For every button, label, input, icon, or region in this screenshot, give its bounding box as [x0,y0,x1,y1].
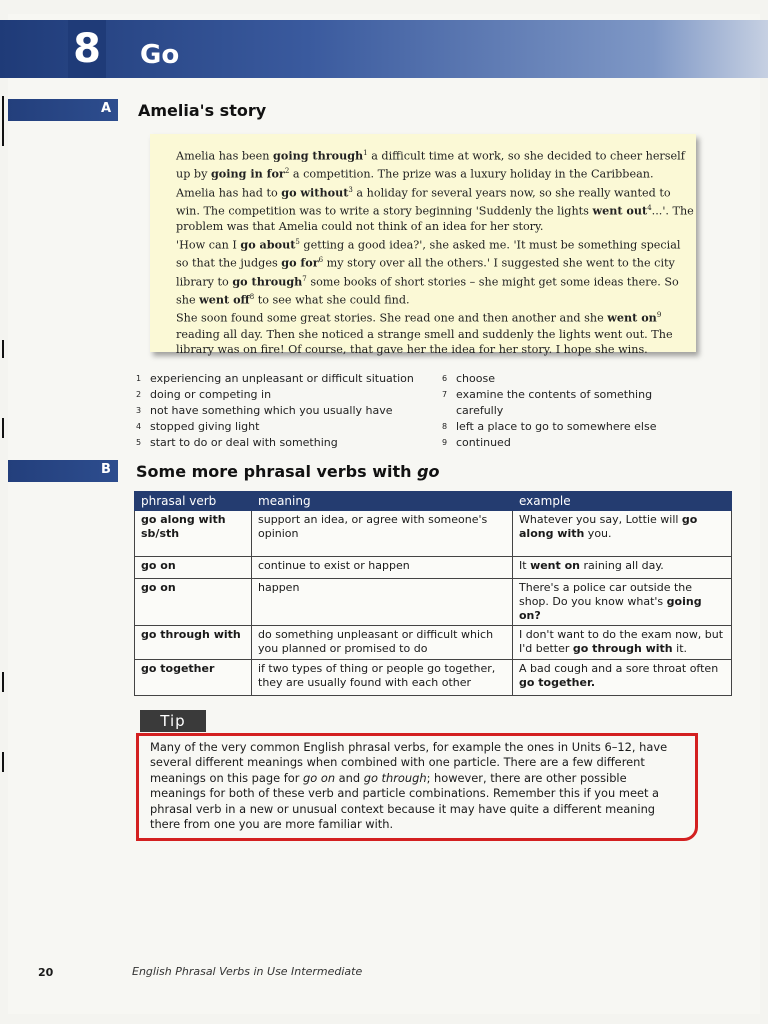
header-meaning: meaning [252,492,513,511]
phrasal-verb-highlight: go through [232,274,303,289]
phrasal-verb-highlight: going through [273,148,364,163]
margin-mark [2,672,4,692]
table-row [135,660,732,696]
footnote-marker: 9 [656,311,662,320]
table-header-row [135,492,732,511]
definition-text: stopped giving light [150,420,260,433]
definition-number: 9 [442,438,448,447]
text-run: 'How can I [176,238,241,252]
definition-item [442,419,702,435]
example-cell [513,579,732,626]
phrasal-verb-highlight: go for [281,255,319,270]
phrasal-verb-highlight: went out [592,203,648,218]
definition-number: 6 [442,374,448,383]
story-paragraph [176,308,694,358]
text-run: Whatever you say, Lottie will [519,513,682,526]
text-run: my story over all the others.' I suggested she went to the city library to [176,256,675,289]
footnote-marker: 7 [302,274,307,283]
text-run: getting a good idea?', she asked me. 'It must be something special so that the judges [176,238,681,270]
footnote-marker: 3 [348,185,353,194]
definition-number: 1 [136,374,142,383]
book-title: English Phrasal Verbs in Use Intermediate [132,965,363,978]
definition-text: doing or competing in [150,388,272,401]
definition-item [442,387,702,403]
definition-number: 2 [136,390,142,399]
table-row [135,579,732,626]
definition-number: 7 [442,390,448,399]
example-cell [513,626,732,660]
unit-title: Go [140,40,180,70]
section-b-title [136,462,440,481]
text-run: and [335,770,364,785]
footnote-marker: 8 [249,292,255,301]
text-run: a holiday for several years now, so she really wanted to win. The competition was to write a story beginning 'Suddenly the lights [176,186,671,218]
definition-item [442,403,702,419]
header-phrasal-verb: phrasal verb [135,492,252,511]
definition-item [136,435,436,451]
definition-item [442,435,702,451]
phrasal-verb-highlight: go together. [519,676,595,689]
phrasal-verb-highlight: went off [199,292,250,307]
tip-text [150,740,686,832]
section-a-label: A [100,101,112,116]
header-example: example [513,492,732,511]
section-a-title: Amelia's story [138,101,267,120]
definition-text: start to do or deal with something [150,436,338,449]
story-paragraph [176,235,694,308]
text-run: raining all day. [580,559,664,572]
text-run: some books of short stories – she might get some ideas there. So she [176,275,679,307]
unit-number: 8 [68,20,106,78]
footnote-marker: 4 [647,203,652,212]
definition-item [136,387,436,403]
margin-mark [2,418,4,438]
unit-header-bar [0,20,768,78]
section-b-label: B [101,462,111,477]
phrasal-verb-cell: go together [135,660,252,696]
meaning-cell: continue to exist or happen [252,557,513,579]
definition-item [136,403,436,419]
definition-text: examine the contents of something [456,388,653,401]
phrasal-verb-highlight: went on [607,310,657,325]
text-run: There's a police car outside the shop. Do you know what's [519,581,693,608]
text-run: reading all day. Then she noticed a strange smell and suddenly the lights went out. The library was on fire! Of course, that gave her the idea for her story. I hope she wins. [176,327,673,357]
definition-text: choose [456,372,495,385]
text-run: ; however, there are other possible meanings for both of these verb and particle combinations. Remember this if you meet a phrasal verb in a new or unusual context because it may have quite a different meaning there from one you are more familiar with. [150,770,660,832]
phrasal-verb-highlight: going on? [519,595,702,622]
text-run: She soon found some great stories. She read one and then another and she [176,311,608,325]
section-b-title-em: go [417,462,440,481]
definition-text: left a place to go to somewhere else [456,420,657,433]
definition-text: not have something which you usually have [150,404,393,417]
definition-item [442,371,702,387]
meaning-cell: support an idea, or agree with someone's opinion [252,511,513,557]
margin-mark [2,752,4,772]
table-row [135,626,732,660]
text-run: I don't want to do the exam now, but I'd better [519,628,724,655]
text-run: go on [303,770,336,785]
footnote-marker: 5 [295,237,300,246]
text-run: ...'. The problem was that Amelia could not think of an idea for her story. [176,204,694,234]
table-row [135,511,732,557]
meaning-cell: if two types of thing or people go together, they are usually found with each other [252,660,513,696]
text-run: it. [672,642,688,655]
story-paragraph [176,146,694,235]
margin-mark [2,340,4,358]
definition-number: 3 [136,406,142,415]
text-run: A bad cough and a sore throat often [519,662,719,675]
example-cell [513,557,732,579]
phrasal-verb-highlight: go without [281,185,349,200]
meaning-cell: do something unpleasant or difficult which you planned or promised to do [252,626,513,660]
definition-number: 4 [136,422,142,431]
margin-mark [2,96,4,146]
phrasal-verb-highlight: go along with [519,513,698,540]
text-run: you. [584,527,612,540]
footnote-marker: 2 [284,167,290,176]
definition-text: carefully [456,404,504,417]
phrasal-verb-cell: go on [135,579,252,626]
phrasal-verb-highlight: go through with [572,642,673,655]
definition-text: experiencing an unpleasant or difficult situation [150,372,414,385]
footnote-marker: 6 [318,256,324,265]
definition-number: 8 [442,422,448,431]
phrasal-verb-highlight: went on [530,559,580,572]
page-number: 20 [38,966,54,979]
text-run: a competition. The prize was a luxury holiday in the Caribbean. Amelia has had to [176,168,654,200]
text-run: a difficult time at work, so she decided to cheer herself up by [176,149,685,182]
definitions-right [442,371,702,451]
example-cell [513,660,732,696]
text-run: Many of the very common English phrasal verbs, for example the ones in Units 6–12, have several different meanings when combined with one particle. There are a few different meanings on this page for [150,740,668,785]
phrasal-verb-table [134,491,732,696]
phrasal-verb-highlight: go about [240,237,296,252]
phrasal-verb-cell: go through with [135,626,252,660]
definition-number: 5 [136,438,142,447]
footnote-marker: 1 [363,149,368,157]
definition-item [136,371,436,387]
section-b-title-prefix: Some more phrasal verbs with [136,462,418,481]
tip-label: Tip [140,710,206,732]
definition-number [442,403,456,419]
definitions-left [136,371,436,451]
example-cell [513,511,732,557]
definition-item [136,419,436,435]
text-run: to see what she could find. [254,293,410,307]
definition-text: continued [456,436,511,449]
phrasal-verb-highlight: going in for [210,167,285,182]
meaning-cell: happen [252,579,513,626]
text-run: It [519,559,531,572]
text-run: Amelia has been [176,149,274,163]
table-row [135,557,732,579]
phrasal-verb-cell: go on [135,557,252,579]
phrasal-verb-cell: go along with sb/sth [135,511,252,557]
story-text [176,146,694,358]
text-run: go through [363,770,427,785]
